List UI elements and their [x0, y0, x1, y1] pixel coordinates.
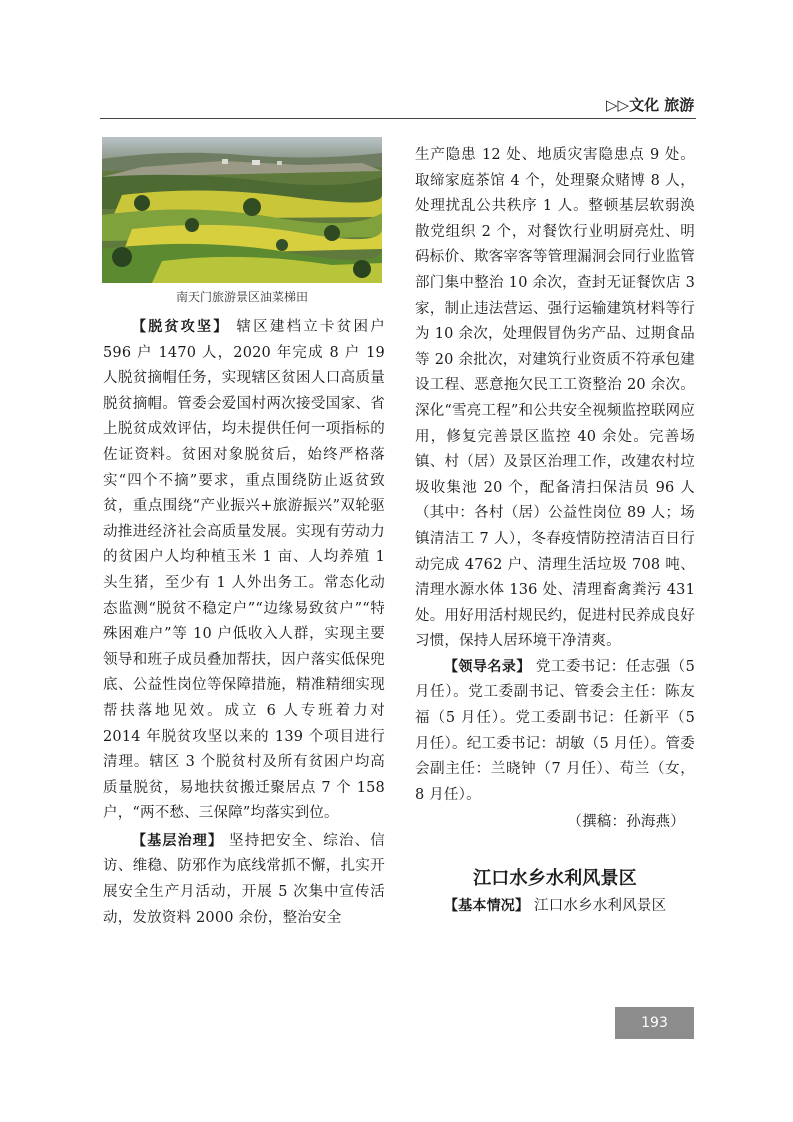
paragraph-leadership-list — [415, 655, 695, 809]
paragraph-continuation: 生产隐患 12 处、地质灾害隐患点 9 处。取缔家庭茶馆 4 个，处理聚众赌博 8 人，处理扰乱公共秩序 1 人。整顿基层软弱涣散党组织 2 个，对餐饮行业明厨亮灶、明码标价、欺客宰客等管理漏洞会同行业监管部门集中整治 10 余次，查封无证餐饮店 3 家，制止违法营运、强行运输建筑材料等行为 10 余次，处理假冒伪劣产品、过期食品等 20 余批次，对建筑行业资质不符承包建设工程、恶意拖欠民工工资整治 20 余次。深化“雪亮工程”和公共安全视频监控联网应用，修复完善景区监控 40 余处。完善场镇、村（居）及景区治理工作，改建农村垃圾收集池 20 个，配备清扫保洁员 96 人（其中：各村（居）公益性岗位 89 人；场镇清洁工 7 人），冬春疫情防控清洁百日行动完成 4762 户、清理生活垃圾 708 吨、清理水源水体 136 处、清理畜禽粪污 431 处。用好用活村规民约，促进村民养成良好习惯，保持人居环境干净清爽。 — [415, 147, 695, 650]
section-tag: 【基层治理】 — [132, 832, 224, 849]
section-tag: 【脱贫攻坚】 — [132, 319, 230, 335]
section-tag: 【基本情况】 — [444, 898, 530, 915]
section-header: ▷▷文化 旅游 — [606, 96, 695, 114]
photo-caption: 南天门旅游景区油菜梯田 — [175, 290, 308, 304]
paragraph-text: 辖区建档立卡贫困户 596 户 1470 人，2020 年完成 8 户 19 人脱贫摘帽任务，实现辖区贫困人口高质量脱贫摘帽。管委会爱国村两次接受国家、省上脱贫成效评估，均未提供任何一项指标的佐证资料。贫困对象脱贫后，始终严格落实“四个不摘”要求，重点围绕防止返贫致贫，重点围绕“产业振兴+旅游振兴”双轮驱动推进经济社会高质量发展。实现有劳动力的贫困户人均种植玉米 1 亩、人均养殖 1 头生猪，至少有 1 人外出务工。常态化动态监测“脱贫不稳定户”“边缘易致贫户”“特殊困难户”等 10 户低收入人群，实现主要领导和班子成员叠加帮扶，因户落实低保兜底、公益性岗位等保障措施，精准精细实现帮扶落地见效。成立 6 人专班着力对 2014 年脱贫攻坚以来的 139 个项目进行清理。辖区 3 个脱贫村及所有贫困户均高质量脱贫，易地扶贫搬迁聚居点 7 个 158 户，“两不愁、三保障”均落实到位。 — [103, 319, 385, 822]
paragraph-text: 党工委书记：任志强（5 月任）。党工委副书记、管委会主任：陈友福（5 月任）。党工委副书记：任新平（5 月任）。纪工委书记：胡敏（5 月任）。管委会副主任：兰晓钟（7 月任）、苟兰（女，8 月任）。 — [415, 658, 695, 803]
section-heading: 江口水乡水利风景区 — [473, 868, 637, 890]
page-number: 193 — [615, 1007, 694, 1039]
section-tag: 【领导名录】 — [444, 658, 531, 675]
paragraph-text: 江口水乡水利风景区 — [534, 898, 667, 915]
author-credit: （撰稿：孙海燕） — [567, 814, 685, 831]
paragraph-grassroots-governance — [103, 829, 385, 931]
paragraph-basic-info — [415, 894, 695, 920]
landscape-photo — [102, 137, 382, 283]
right-column — [415, 143, 695, 920]
paragraph-text: 坚持把安全、综治、信访、维稳、防邪作为底线常抓不懈，扎实开展安全生产月活动，开展 5 次集中宣传活动，发放资料 2000 余份，整治安全 — [103, 832, 386, 926]
paragraph-poverty-alleviation — [103, 315, 385, 827]
left-column — [103, 315, 385, 931]
header-divider — [100, 118, 696, 119]
